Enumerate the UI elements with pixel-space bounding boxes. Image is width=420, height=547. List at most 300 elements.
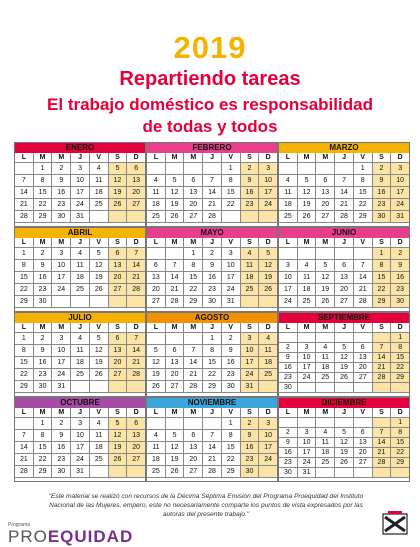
weekday-label: L xyxy=(15,323,34,333)
day-cell: 6 xyxy=(147,260,166,272)
day-cell xyxy=(90,466,109,478)
day-cell xyxy=(90,296,109,308)
day-cell: 12 xyxy=(109,175,128,187)
day-cell: 26 xyxy=(298,211,317,223)
weekday-label: V xyxy=(222,408,241,418)
weekday-header-row xyxy=(15,408,145,418)
day-cell: 27 xyxy=(109,369,128,381)
day-cell: 10 xyxy=(298,353,317,363)
day-cell: 27 xyxy=(184,466,203,478)
day-cell: 9 xyxy=(391,260,409,272)
weekday-label: L xyxy=(147,238,166,248)
day-cell: 9 xyxy=(241,430,260,442)
day-cell: 29 xyxy=(34,211,53,223)
day-cell: 5 xyxy=(109,418,128,430)
day-cell: 22 xyxy=(391,448,409,458)
day-cell: 29 xyxy=(15,381,34,393)
day-cell: 20 xyxy=(127,442,145,454)
week-row xyxy=(279,363,409,373)
week-row xyxy=(279,296,409,308)
day-cell xyxy=(298,383,317,393)
weekday-label: J xyxy=(203,323,222,333)
weekday-label: M xyxy=(52,408,71,418)
day-cell: 6 xyxy=(127,418,145,430)
day-cell: 31 xyxy=(241,381,260,393)
weekday-label: S xyxy=(241,323,260,333)
day-cell: 9 xyxy=(52,430,71,442)
day-cell: 5 xyxy=(259,248,277,260)
day-cell: 24 xyxy=(279,296,298,308)
day-cell: 1 xyxy=(15,333,34,345)
day-cell: 25 xyxy=(279,211,298,223)
weekday-header-row xyxy=(279,323,409,333)
day-cell: 5 xyxy=(166,175,185,187)
weekday-label: V xyxy=(222,153,241,163)
month-name: SEPTIEMBRE xyxy=(279,313,409,323)
weekday-label: L xyxy=(279,323,298,333)
week-row xyxy=(279,343,409,353)
day-cell xyxy=(391,383,409,393)
day-cell: 19 xyxy=(166,199,185,211)
week-row xyxy=(15,333,145,345)
day-cell: 26 xyxy=(259,284,277,296)
weekday-label: L xyxy=(15,153,34,163)
day-cell: 28 xyxy=(184,381,203,393)
weekday-label: L xyxy=(147,153,166,163)
day-cell: 13 xyxy=(335,272,354,284)
day-cell xyxy=(373,333,392,343)
day-cell: 17 xyxy=(298,363,317,373)
weekday-label: J xyxy=(71,238,90,248)
week-row xyxy=(147,175,277,187)
day-cell xyxy=(109,466,128,478)
weekday-label: L xyxy=(279,238,298,248)
day-cell: 7 xyxy=(373,343,392,353)
weekday-label: V xyxy=(222,238,241,248)
day-cell: 2 xyxy=(222,333,241,345)
day-cell: 13 xyxy=(109,260,128,272)
day-cell xyxy=(166,163,185,175)
day-cell: 24 xyxy=(52,284,71,296)
weekday-label: D xyxy=(127,153,145,163)
day-cell: 16 xyxy=(34,357,53,369)
day-cell: 31 xyxy=(71,211,90,223)
day-cell: 1 xyxy=(391,333,409,343)
day-cell: 21 xyxy=(335,199,354,211)
day-cell: 23 xyxy=(34,369,53,381)
day-cell: 2 xyxy=(241,418,260,430)
day-cell: 8 xyxy=(203,345,222,357)
day-cell: 24 xyxy=(71,454,90,466)
day-cell: 16 xyxy=(279,448,298,458)
day-cell xyxy=(259,296,277,308)
day-cell: 18 xyxy=(298,284,317,296)
weekday-label: D xyxy=(259,238,277,248)
week-row xyxy=(279,383,409,393)
week-row xyxy=(279,175,409,187)
week-row xyxy=(15,454,145,466)
week-row xyxy=(147,333,277,345)
week-row xyxy=(279,458,409,468)
day-cell: 7 xyxy=(335,175,354,187)
day-cell: 14 xyxy=(166,272,185,284)
day-cell: 28 xyxy=(373,373,392,383)
day-cell: 25 xyxy=(90,454,109,466)
day-cell: 13 xyxy=(316,187,335,199)
weekday-label: M xyxy=(34,153,53,163)
month-name: NOVIEMBRE xyxy=(147,398,277,408)
weekday-label: D xyxy=(127,408,145,418)
day-cell: 28 xyxy=(15,466,34,478)
week-row xyxy=(15,296,145,308)
day-cell: 7 xyxy=(203,175,222,187)
day-cell: 14 xyxy=(373,353,392,363)
day-cell: 19 xyxy=(90,357,109,369)
weekday-label: S xyxy=(109,238,128,248)
day-cell: 9 xyxy=(34,345,53,357)
day-cell: 8 xyxy=(391,428,409,438)
weekday-label: M xyxy=(184,408,203,418)
day-cell: 24 xyxy=(52,369,71,381)
day-cell: 28 xyxy=(127,284,145,296)
day-cell: 13 xyxy=(109,345,128,357)
day-cell: 20 xyxy=(316,199,335,211)
weekday-label: M xyxy=(34,323,53,333)
day-cell: 2 xyxy=(279,343,298,353)
day-cell: 10 xyxy=(71,430,90,442)
day-cell: 28 xyxy=(15,211,34,223)
day-cell: 11 xyxy=(316,438,335,448)
day-cell: 23 xyxy=(222,369,241,381)
weekday-label: D xyxy=(391,323,409,333)
day-cell: 29 xyxy=(354,211,373,223)
day-cell: 4 xyxy=(316,343,335,353)
weekday-label: S xyxy=(241,238,260,248)
day-cell: 26 xyxy=(147,381,166,393)
month-febrero xyxy=(146,142,278,227)
day-cell: 18 xyxy=(259,357,277,369)
weekday-label: S xyxy=(109,323,128,333)
day-cell: 17 xyxy=(241,357,260,369)
day-cell: 23 xyxy=(241,199,260,211)
weekday-label: V xyxy=(354,238,373,248)
weekday-label: L xyxy=(147,323,166,333)
day-cell: 1 xyxy=(15,248,34,260)
day-cell: 8 xyxy=(222,430,241,442)
day-cell: 5 xyxy=(166,430,185,442)
day-cell: 21 xyxy=(184,369,203,381)
day-cell xyxy=(335,248,354,260)
day-cell: 8 xyxy=(34,430,53,442)
day-cell: 26 xyxy=(316,296,335,308)
day-cell: 5 xyxy=(90,333,109,345)
week-row xyxy=(15,175,145,187)
day-cell: 7 xyxy=(373,428,392,438)
day-cell: 8 xyxy=(222,175,241,187)
day-cell: 20 xyxy=(147,284,166,296)
day-cell: 9 xyxy=(222,345,241,357)
day-cell: 12 xyxy=(335,353,354,363)
day-cell: 18 xyxy=(90,187,109,199)
day-cell: 21 xyxy=(127,357,145,369)
day-cell: 13 xyxy=(166,357,185,369)
week-row xyxy=(279,284,409,296)
month-name: JUNIO xyxy=(279,228,409,238)
week-row xyxy=(15,345,145,357)
week-row xyxy=(279,448,409,458)
day-cell: 9 xyxy=(34,260,53,272)
day-cell xyxy=(316,163,335,175)
day-cell xyxy=(127,381,145,393)
day-cell: 25 xyxy=(71,369,90,381)
day-cell xyxy=(373,468,392,478)
day-cell: 22 xyxy=(391,363,409,373)
day-cell: 19 xyxy=(298,199,317,211)
week-row xyxy=(15,466,145,478)
day-cell: 22 xyxy=(222,454,241,466)
month-enero xyxy=(14,142,146,227)
day-cell: 25 xyxy=(316,458,335,468)
day-cell xyxy=(90,211,109,223)
weekday-label: S xyxy=(373,238,392,248)
day-cell: 4 xyxy=(90,163,109,175)
day-cell: 5 xyxy=(109,163,128,175)
day-cell: 17 xyxy=(71,442,90,454)
day-cell: 19 xyxy=(335,363,354,373)
day-cell: 11 xyxy=(90,430,109,442)
day-cell xyxy=(147,248,166,260)
week-row xyxy=(279,260,409,272)
week-row xyxy=(15,381,145,393)
day-cell: 10 xyxy=(52,260,71,272)
day-cell: 23 xyxy=(52,199,71,211)
day-cell xyxy=(316,418,335,428)
day-cell: 24 xyxy=(298,458,317,468)
week-row xyxy=(279,248,409,260)
day-cell: 10 xyxy=(259,175,277,187)
week-row xyxy=(147,381,277,393)
day-cell xyxy=(203,163,222,175)
day-cell: 6 xyxy=(109,248,128,260)
day-cell xyxy=(354,248,373,260)
weekday-header-row xyxy=(147,153,277,163)
day-cell: 23 xyxy=(279,458,298,468)
day-cell: 16 xyxy=(52,442,71,454)
day-cell: 29 xyxy=(184,296,203,308)
day-cell: 3 xyxy=(259,418,277,430)
day-cell: 24 xyxy=(298,373,317,383)
weekday-label: S xyxy=(373,323,392,333)
month-abril xyxy=(14,227,146,312)
day-cell xyxy=(316,383,335,393)
weekday-header-row xyxy=(15,323,145,333)
weekday-label: J xyxy=(335,323,354,333)
day-cell xyxy=(335,383,354,393)
day-cell: 4 xyxy=(147,175,166,187)
day-cell: 14 xyxy=(373,438,392,448)
day-cell: 14 xyxy=(203,442,222,454)
day-cell: 20 xyxy=(127,187,145,199)
day-cell: 24 xyxy=(391,199,409,211)
day-cell: 17 xyxy=(52,357,71,369)
weekday-label: M xyxy=(166,238,185,248)
day-cell: 18 xyxy=(316,448,335,458)
day-cell: 11 xyxy=(298,272,317,284)
week-row xyxy=(147,345,277,357)
day-cell: 22 xyxy=(222,199,241,211)
calendar-title: Repartiendo tareas xyxy=(119,68,301,90)
weekday-label: L xyxy=(279,408,298,418)
day-cell: 26 xyxy=(335,373,354,383)
day-cell: 23 xyxy=(203,284,222,296)
day-cell xyxy=(259,381,277,393)
week-row xyxy=(279,272,409,284)
day-cell xyxy=(259,466,277,478)
day-cell: 28 xyxy=(166,296,185,308)
day-cell: 28 xyxy=(354,296,373,308)
weekday-label: M xyxy=(166,153,185,163)
day-cell: 27 xyxy=(127,199,145,211)
week-row xyxy=(15,284,145,296)
week-row xyxy=(15,369,145,381)
week-row xyxy=(15,442,145,454)
week-row xyxy=(15,187,145,199)
day-cell: 3 xyxy=(298,428,317,438)
day-cell: 5 xyxy=(335,343,354,353)
day-cell xyxy=(109,211,128,223)
day-cell: 3 xyxy=(259,163,277,175)
day-cell: 2 xyxy=(391,248,409,260)
day-cell: 22 xyxy=(354,199,373,211)
day-cell: 16 xyxy=(52,187,71,199)
day-cell: 18 xyxy=(147,454,166,466)
day-cell: 15 xyxy=(222,442,241,454)
proequidad-logo xyxy=(8,527,133,547)
day-cell: 13 xyxy=(127,175,145,187)
week-row xyxy=(147,442,277,454)
day-cell: 14 xyxy=(15,442,34,454)
day-cell: 15 xyxy=(222,187,241,199)
weekday-label: D xyxy=(127,323,145,333)
day-cell xyxy=(184,163,203,175)
day-cell: 19 xyxy=(335,448,354,458)
day-cell: 24 xyxy=(241,369,260,381)
day-cell xyxy=(279,333,298,343)
weekday-label: J xyxy=(335,153,354,163)
day-cell: 18 xyxy=(316,363,335,373)
day-cell: 1 xyxy=(222,163,241,175)
day-cell xyxy=(52,296,71,308)
day-cell xyxy=(373,383,392,393)
day-cell: 21 xyxy=(15,454,34,466)
day-cell xyxy=(391,468,409,478)
day-cell: 12 xyxy=(298,187,317,199)
day-cell: 11 xyxy=(147,442,166,454)
day-cell: 8 xyxy=(15,260,34,272)
weekday-header-row xyxy=(279,408,409,418)
day-cell: 20 xyxy=(109,357,128,369)
day-cell xyxy=(241,211,260,223)
day-cell: 3 xyxy=(391,163,409,175)
day-cell: 14 xyxy=(127,260,145,272)
day-cell: 17 xyxy=(298,448,317,458)
weekday-label: D xyxy=(259,408,277,418)
day-cell: 16 xyxy=(279,363,298,373)
calendar-subtitle-line1: El trabajo doméstico es responsabilidad xyxy=(47,95,373,114)
week-row xyxy=(15,418,145,430)
day-cell: 12 xyxy=(335,438,354,448)
weekday-header-row xyxy=(147,408,277,418)
day-cell: 13 xyxy=(354,353,373,363)
day-cell: 13 xyxy=(354,438,373,448)
day-cell: 14 xyxy=(335,187,354,199)
day-cell: 17 xyxy=(222,272,241,284)
day-cell: 20 xyxy=(354,448,373,458)
day-cell: 15 xyxy=(184,272,203,284)
day-cell xyxy=(15,163,34,175)
weekday-label: M xyxy=(184,238,203,248)
day-cell: 8 xyxy=(184,260,203,272)
day-cell: 16 xyxy=(222,357,241,369)
day-cell: 9 xyxy=(373,175,392,187)
day-cell: 16 xyxy=(373,187,392,199)
day-cell: 11 xyxy=(147,187,166,199)
program-label: Programa xyxy=(8,522,30,528)
day-cell: 7 xyxy=(354,260,373,272)
day-cell: 27 xyxy=(354,458,373,468)
day-cell xyxy=(298,163,317,175)
day-cell: 8 xyxy=(391,343,409,353)
week-row xyxy=(279,373,409,383)
day-cell: 27 xyxy=(335,296,354,308)
week-row xyxy=(15,357,145,369)
month-marzo xyxy=(278,142,410,227)
weekday-label: V xyxy=(222,323,241,333)
day-cell xyxy=(203,418,222,430)
day-cell: 19 xyxy=(147,369,166,381)
day-cell: 3 xyxy=(279,260,298,272)
month-diciembre xyxy=(278,397,410,482)
day-cell: 28 xyxy=(203,211,222,223)
week-row xyxy=(279,187,409,199)
day-cell: 25 xyxy=(316,373,335,383)
day-cell: 1 xyxy=(391,418,409,428)
day-cell: 11 xyxy=(71,345,90,357)
weekday-label: M xyxy=(298,153,317,163)
day-cell: 24 xyxy=(71,199,90,211)
day-cell: 11 xyxy=(241,260,260,272)
day-cell xyxy=(335,333,354,343)
week-row xyxy=(147,272,277,284)
week-row xyxy=(147,211,277,223)
weekday-label: J xyxy=(71,408,90,418)
disclaimer-line: Nacional de las Mujeres, empero, este no necesariamente comparte los puntos de vista expresados por las xyxy=(49,502,363,509)
day-cell xyxy=(316,248,335,260)
day-cell: 14 xyxy=(127,345,145,357)
month-name: JULIO xyxy=(15,313,145,323)
weekday-label: M xyxy=(166,323,185,333)
day-cell xyxy=(184,418,203,430)
week-row xyxy=(279,428,409,438)
day-cell xyxy=(127,211,145,223)
day-cell xyxy=(354,383,373,393)
weekday-label: J xyxy=(203,238,222,248)
weekday-label: M xyxy=(34,238,53,248)
day-cell: 13 xyxy=(147,272,166,284)
day-cell: 27 xyxy=(316,211,335,223)
day-cell: 9 xyxy=(279,438,298,448)
weekday-label: V xyxy=(90,153,109,163)
